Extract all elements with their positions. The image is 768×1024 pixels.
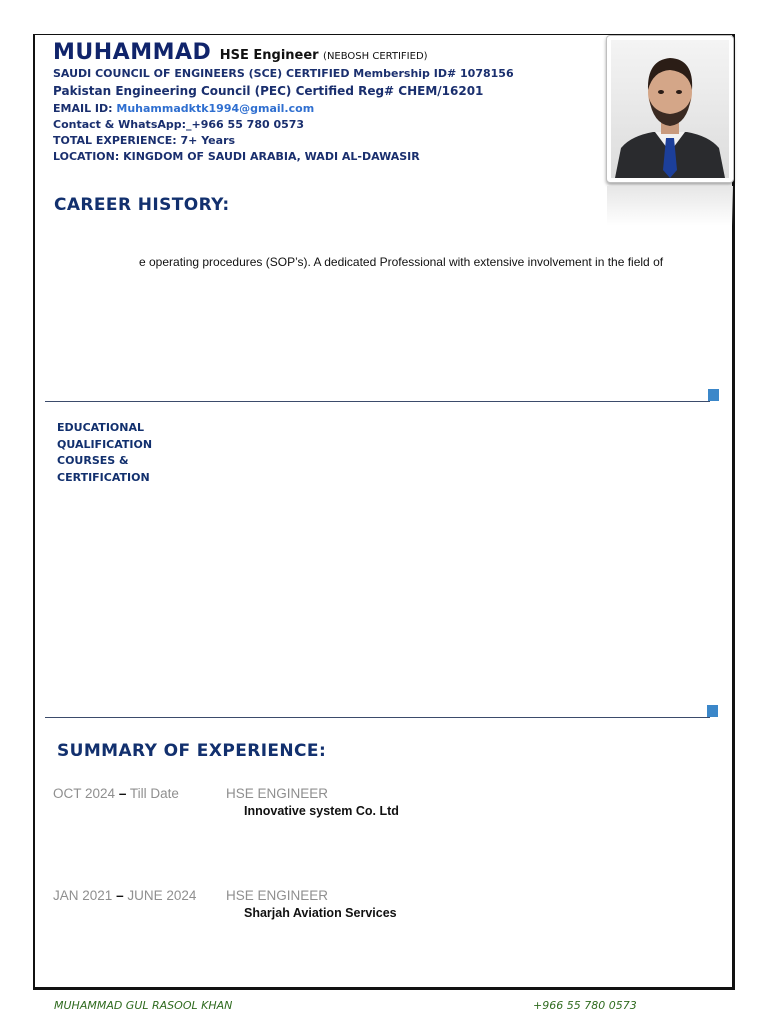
divider-marker — [707, 705, 718, 717]
career-summary-text: e operating procedures (SOP’s). A dedicated Professional with extensive involvement in the field of — [139, 255, 664, 269]
footer-phone: +966 55 780 0573 — [533, 999, 637, 1012]
email-link[interactable]: Muhammadktk1994@gmail.com — [116, 102, 315, 115]
date-dash: – — [118, 786, 127, 801]
section-divider — [45, 717, 710, 718]
education-heading-line: COURSES & — [57, 454, 129, 467]
education-heading-line: QUALIFICATION — [57, 437, 153, 451]
experience-role: HSE ENGINEER — [226, 888, 329, 903]
experience-role: HSE ENGINEER — [226, 786, 329, 801]
section-divider — [45, 401, 710, 402]
email-line — [53, 101, 603, 117]
profile-photo — [606, 35, 734, 183]
date-start: JAN 2021 — [53, 888, 113, 903]
contact-line: Contact & WhatsApp:_+966 55 780 0573 — [53, 118, 305, 131]
summary-title: SUMMARY OF EXPERIENCE: — [57, 741, 327, 761]
date-start: OCT 2024 — [53, 786, 116, 801]
email-label: EMAIL ID: — [53, 102, 113, 115]
career-history-title: CAREER HISTORY: — [54, 195, 230, 215]
education-heading-line: EDUCATIONAL — [57, 421, 144, 434]
date-end: JUNE 2024 — [127, 888, 197, 903]
location-line: LOCATION: KINGDOM OF SAUDI ARABIA, WADI AL-DAWASIR — [53, 150, 420, 163]
experience-company: Sharjah Aviation Services — [244, 906, 397, 920]
name-line — [53, 40, 603, 66]
footer-name: MUHAMMAD GUL RASOOL KHAN — [54, 999, 233, 1012]
candidate-name: MUHAMMAD — [53, 40, 212, 65]
date-end: Till Date — [129, 786, 179, 801]
candidate-role: HSE Engineer — [219, 48, 319, 63]
pec-registration: Pakistan Engineering Council (PEC) Certified Reg# CHEM/16201 — [53, 84, 484, 98]
experience-company: Innovative system Co. Ltd — [244, 804, 399, 818]
experience-date — [53, 888, 196, 903]
experience-line: TOTAL EXPERIENCE: 7+ Years — [53, 134, 236, 147]
resume-header — [53, 40, 603, 165]
education-heading-line: CERTIFICATION — [57, 470, 150, 484]
divider-marker — [708, 389, 719, 401]
sce-membership: SAUDI COUNCIL OF ENGINEERS (SCE) CERTIFIED Membership ID# 1078156 — [53, 67, 514, 80]
date-dash: – — [116, 888, 124, 903]
education-heading — [57, 420, 152, 486]
portrait-image — [611, 40, 729, 178]
photo-reflection — [607, 186, 733, 226]
experience-date — [53, 786, 179, 801]
certification-note: (NEBOSH CERTIFIED) — [323, 51, 428, 62]
